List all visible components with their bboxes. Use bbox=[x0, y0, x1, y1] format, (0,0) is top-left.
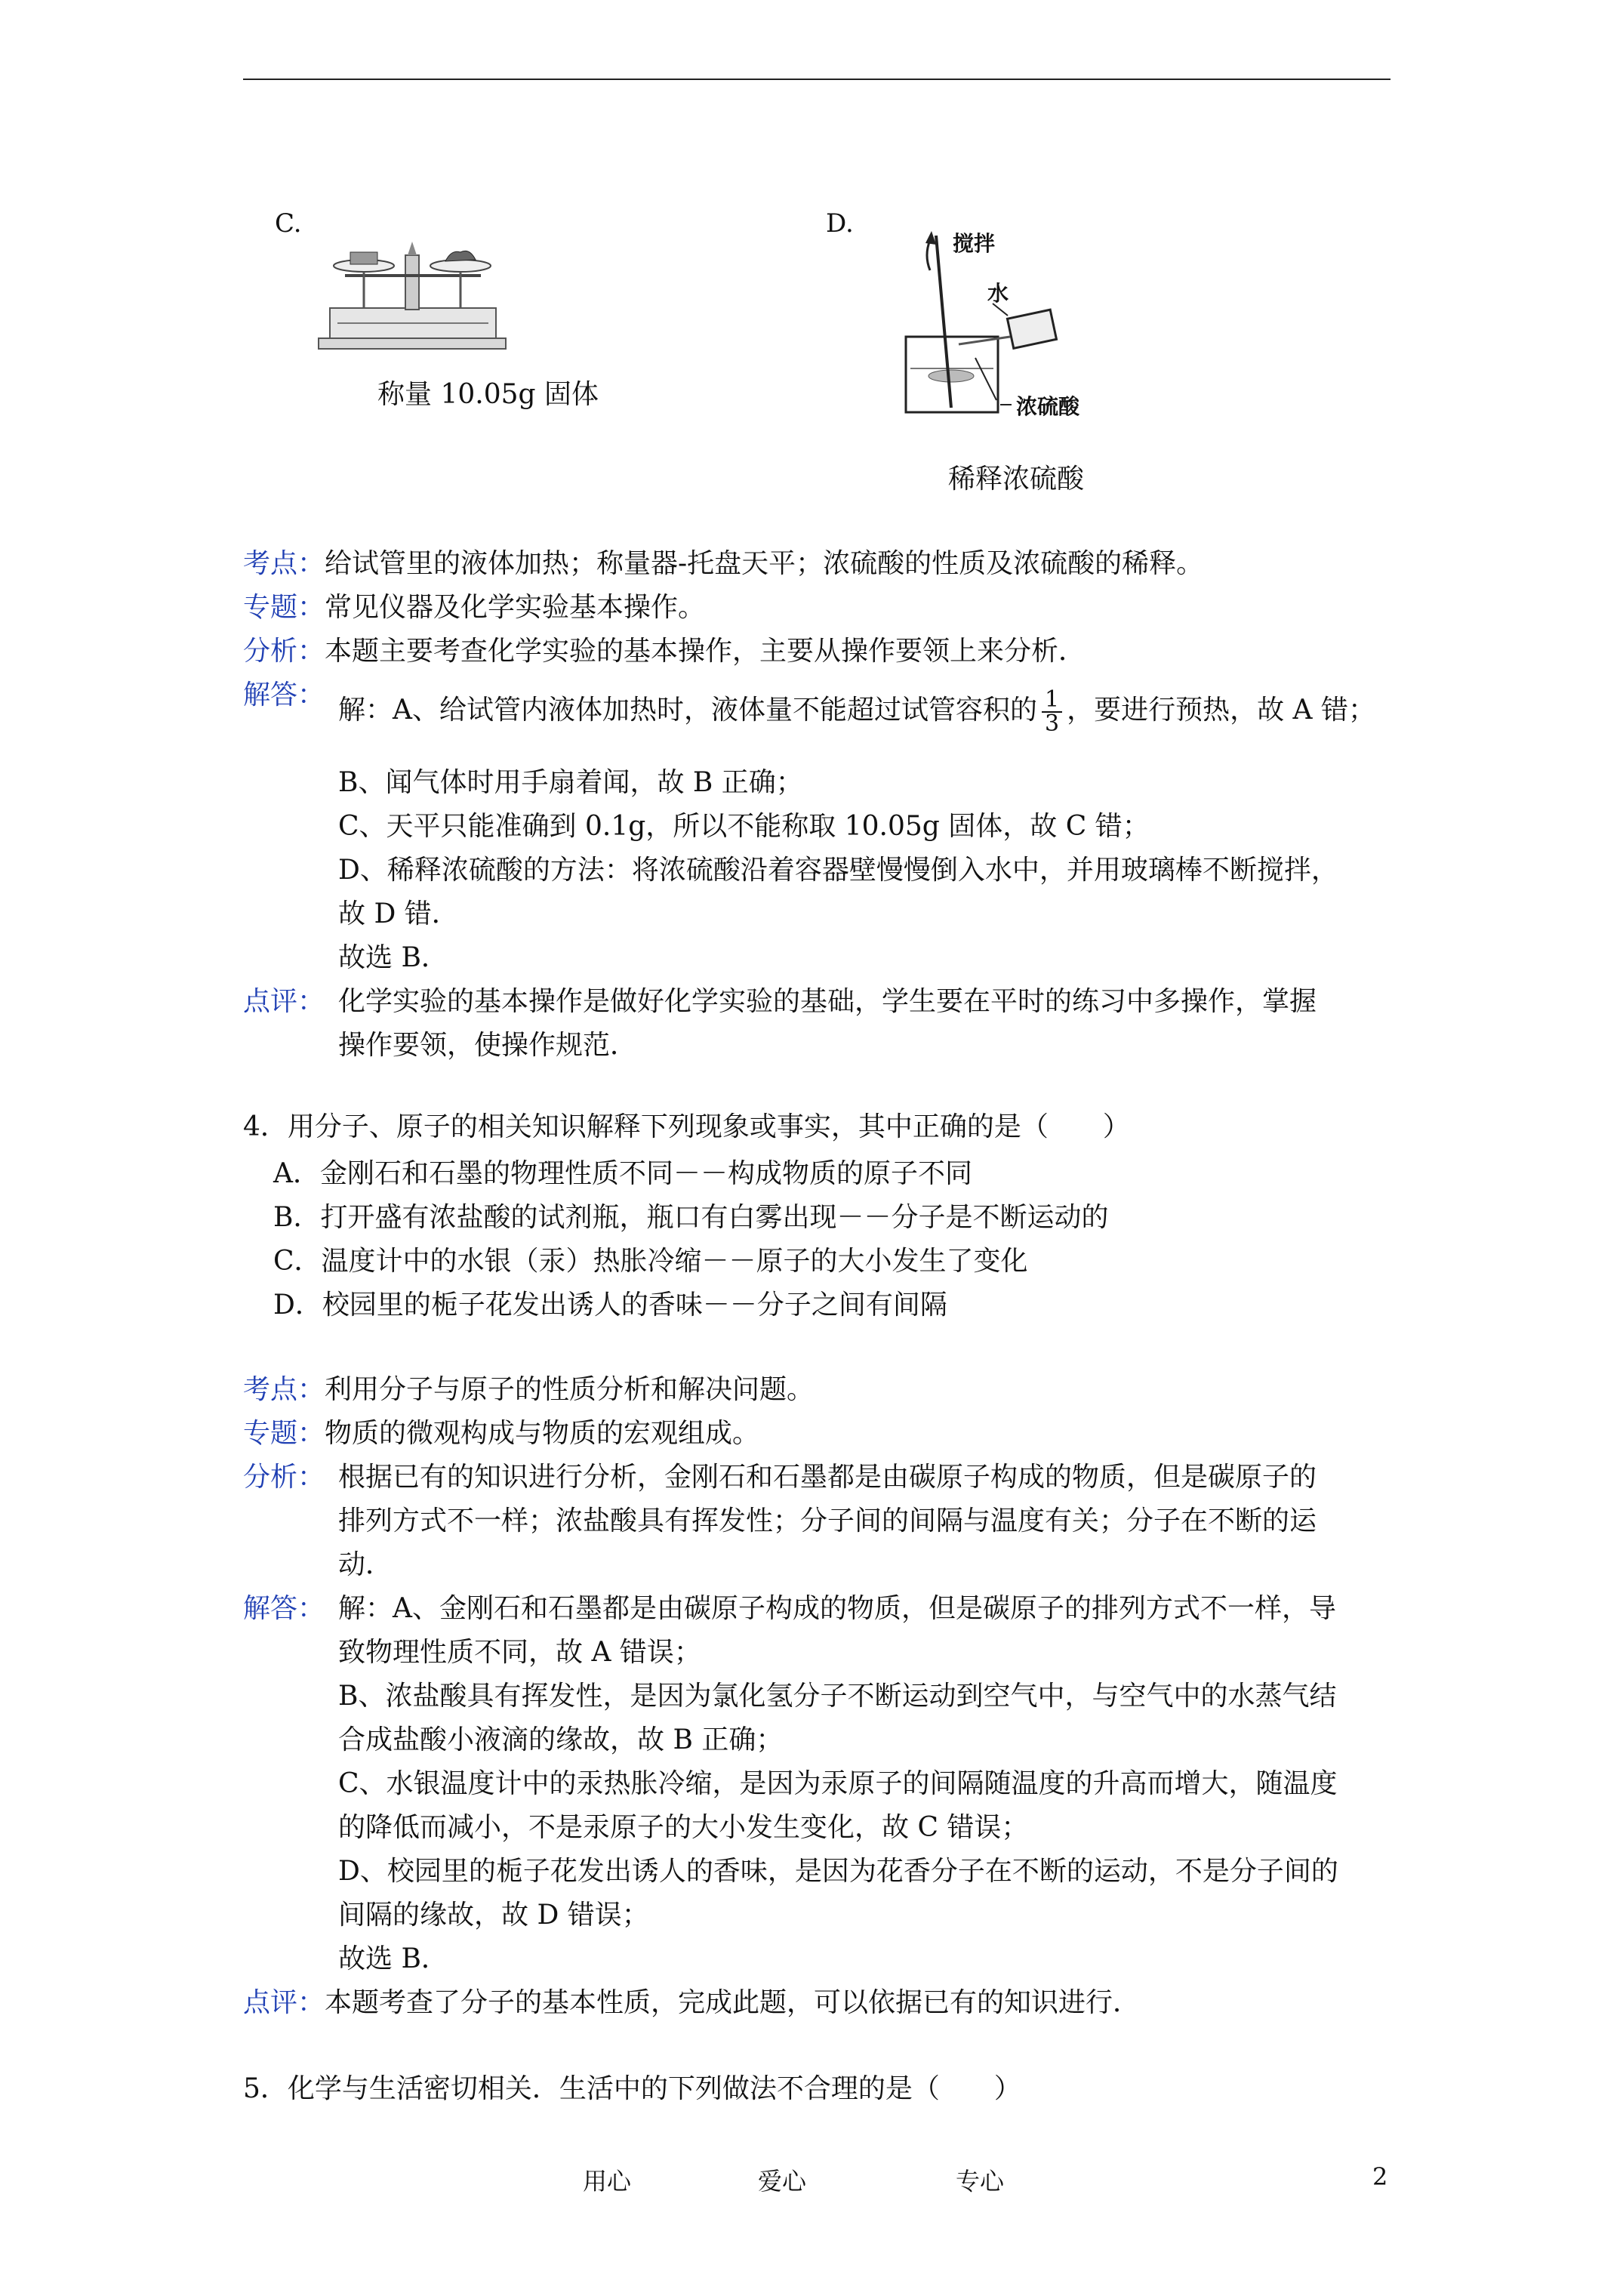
q3-jieda-label: 解答： bbox=[243, 680, 325, 710]
q4-fenxi-label: 分析： bbox=[243, 1462, 325, 1493]
footer-middle: 爱心 bbox=[758, 2167, 807, 2196]
q4-option-a: A．金刚石和石墨的物理性质不同－－构成物质的原子不同 bbox=[273, 1158, 972, 1189]
q4-fenxi-line3: 动． bbox=[338, 1549, 393, 1580]
q4-jieda-line8: 间隔的缘故，故 D 错误； bbox=[338, 1900, 649, 1931]
q3-jieda-line1 bbox=[338, 686, 1375, 737]
q3-kaodian bbox=[243, 542, 1203, 586]
q4-kaodian-text: 利用分子与原子的性质分析和解决问题。 bbox=[325, 1374, 815, 1405]
q3-kaodian-text: 给试管里的液体加热；称量器-托盘天平；浓硫酸的性质及浓硫酸的稀释。 bbox=[325, 548, 1204, 579]
q4-dianping-label: 点评： bbox=[243, 1987, 325, 2018]
footer-left: 用心 bbox=[583, 2167, 632, 2196]
dilution-diagram bbox=[876, 225, 1102, 436]
q4-dianping bbox=[243, 1981, 1140, 2025]
q3-fenxi-text: 本题主要考查化学实验的基本操作，主要从操作要领上来分析． bbox=[325, 636, 1086, 667]
q3-jieda-line4: D、稀释浓硫酸的方法：将浓硫酸沿着容器壁慢慢倒入水中，并用玻璃棒不断搅拌， bbox=[338, 855, 1338, 886]
q3-jieda-line1-b: ，要进行预热，故 A 错； bbox=[1067, 695, 1375, 726]
q3-jieda-line5: 故 D 错． bbox=[338, 898, 459, 929]
page-number: 2 bbox=[1372, 2162, 1388, 2191]
q4-jieda-line5: C、水银温度计中的汞热胀冷缩，是因为汞原子的间隔随温度的升高而增大，随温度 bbox=[338, 1768, 1338, 1799]
q3-kaodian-label: 考点： bbox=[243, 548, 325, 579]
acid-annotation: 浓硫酸 bbox=[1016, 394, 1080, 419]
q3-zhuanti-label: 专题： bbox=[243, 592, 325, 623]
fraction-numerator: 1 bbox=[1042, 689, 1062, 713]
q4-kaodian-label: 考点： bbox=[243, 1374, 325, 1405]
footer-right: 专心 bbox=[956, 2167, 1005, 2196]
q4-jieda-line1: 解：A、金刚石和石墨都是由碳原子构成的物质，但是碳原子的排列方式不一样，导 bbox=[338, 1593, 1336, 1624]
q4-jieda-line4: 合成盐酸小液滴的缘故，故 B 正确； bbox=[338, 1724, 784, 1755]
figure-d-label: D. bbox=[826, 208, 854, 239]
figure-d-caption: 稀释浓硫酸 bbox=[948, 464, 1085, 495]
q4-jieda-line2: 致物理性质不同，故 A 错误； bbox=[338, 1637, 701, 1668]
q4-jieda-line9: 故选 B． bbox=[338, 1943, 448, 1974]
q4-fenxi-line1: 根据已有的知识进行分析，金刚石和石墨都是由碳原子构成的物质，但是碳原子的 bbox=[338, 1462, 1317, 1493]
q3-fenxi-label: 分析： bbox=[243, 636, 325, 667]
q3-fenxi bbox=[243, 630, 1086, 673]
q4-jieda-line6: 的降低而减小，不是汞原子的大小发生变化，故 C 错误； bbox=[338, 1812, 1029, 1843]
q3-zhuanti-text: 常见仪器及化学实验基本操作。 bbox=[325, 592, 706, 623]
q3-dianping-label: 点评： bbox=[243, 986, 325, 1017]
q5-question: 5．化学与生活密切相关．生活中的下列做法不合理的是（ ） bbox=[243, 2073, 1021, 2104]
q4-jieda-line7: D、校园里的栀子花发出诱人的香味，是因为花香分子在不断的运动，不是分子间的 bbox=[338, 1856, 1338, 1887]
q4-fenxi-line2: 排列方式不一样；浓盐酸具有挥发性；分子间的间隔与温度有关；分子在不断的运 bbox=[338, 1505, 1317, 1536]
q4-option-b: B．打开盛有浓盐酸的试剂瓶，瓶口有白雾出现－－分子是不断运动的 bbox=[273, 1202, 1109, 1233]
balance-scale-image bbox=[311, 219, 515, 355]
q4-dianping-text: 本题考查了分子的基本性质，完成此题，可以依据已有的知识进行． bbox=[325, 1987, 1141, 2018]
q4-jieda-line3: B、浓盐酸具有挥发性，是因为氯化氢分子不断运动到空气中，与空气中的水蒸气结 bbox=[338, 1681, 1337, 1712]
q4-zhuanti bbox=[243, 1412, 759, 1456]
header-rule bbox=[243, 79, 1390, 80]
figure-c-label: C. bbox=[275, 208, 302, 239]
q4-option-d: D．校园里的栀子花发出诱人的香味－－分子之间有间隔 bbox=[273, 1290, 947, 1321]
q3-jieda-line1-a: 解：A、给试管内液体加热时，液体量不能超过试管容积的 bbox=[338, 695, 1037, 726]
q3-zhuanti bbox=[243, 586, 705, 630]
figure-c-caption: 称量 10.05g 固体 bbox=[377, 379, 599, 410]
q4-jieda-label: 解答： bbox=[243, 1593, 325, 1624]
q3-jieda-line6: 故选 B． bbox=[338, 942, 448, 973]
fraction-one-third bbox=[1042, 686, 1062, 737]
q4-zhuanti-label: 专题： bbox=[243, 1418, 325, 1449]
q3-dianping-line2: 操作要领，使操作规范． bbox=[338, 1030, 638, 1061]
stir-annotation: 搅拌 bbox=[953, 231, 996, 256]
q4-question: 4．用分子、原子的相关知识解释下列现象或事实，其中正确的是（ ） bbox=[243, 1111, 1130, 1142]
q3-jieda-line2: B、闻气体时用手扇着闻，故 B 正确； bbox=[338, 767, 803, 798]
q3-dianping-line1: 化学实验的基本操作是做好化学实验的基础，学生要在平时的练习中多操作，掌握 bbox=[338, 986, 1317, 1017]
q3-jieda-line3: C、天平只能准确到 0.1g，所以不能称取 10.05g 固体，故 C 错； bbox=[338, 811, 1150, 842]
q4-kaodian bbox=[243, 1368, 814, 1412]
water-annotation: 水 bbox=[987, 281, 1009, 306]
q4-zhuanti-text: 物质的微观构成与物质的宏观组成。 bbox=[325, 1418, 760, 1449]
fraction-denominator: 3 bbox=[1045, 710, 1060, 737]
q4-option-c: C．温度计中的水银（汞）热胀冷缩－－原子的大小发生了变化 bbox=[273, 1246, 1028, 1277]
